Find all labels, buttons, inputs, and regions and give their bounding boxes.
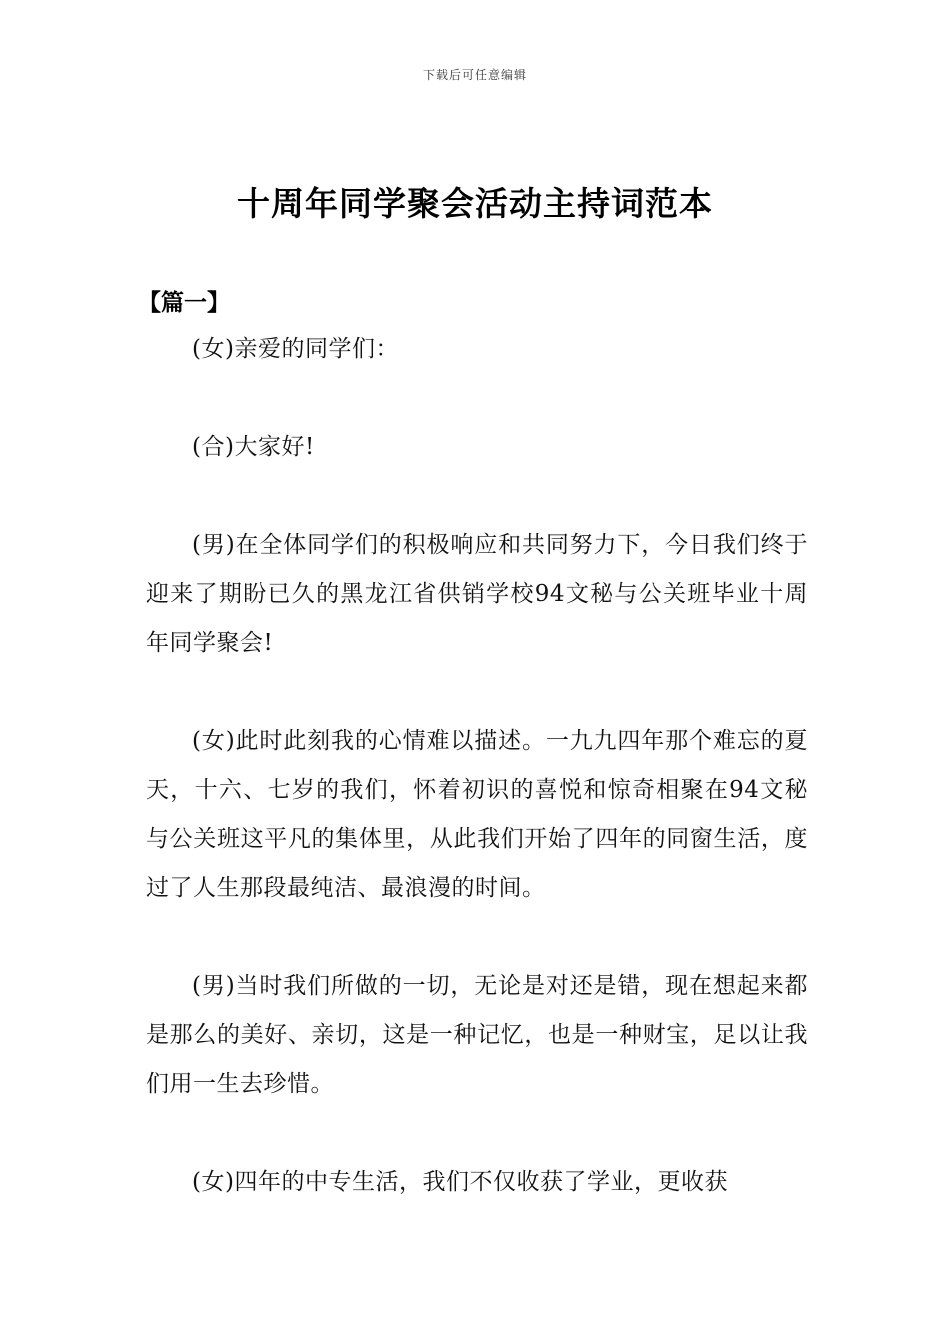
page-title: 十周年同学聚会活动主持词范本 [237,184,713,223]
paragraph: (男)当时我们所做的一切，无论是对还是错，现在想起来都是那么的美好、亲切，这是一种记忆，也是一种财宝，足以让我们用一生去珍惜。 [146,973,808,1097]
header-note: 下载后可任意编辑 [422,68,527,82]
paragraph: (女)此时此刻我的心情难以描述。一九九四年那个难忘的夏天，十六、七岁的我们，怀着初识的喜悦和惊奇相聚在94文秘与公关班这平凡的集体里，从此我们开始了四年的同窗生活，度过了人生那段最纯洁、最浪漫的时间。 [146,728,808,901]
section-label: 【篇一】 [138,289,230,316]
body-text [146,325,808,1256]
paragraph: (女)亲爱的同学们： [192,336,399,362]
paragraph: (女)四年的中专生活，我们不仅收获了学业，更收获 [192,1169,728,1195]
paragraph: (合)大家好! [192,434,315,460]
paragraph: (男)在全体同学们的积极响应和共同努力下，今日我们终于迎来了期盼已久的黑龙江省供销学校94文秘与公关班毕业十周年同学聚会! [146,532,808,656]
